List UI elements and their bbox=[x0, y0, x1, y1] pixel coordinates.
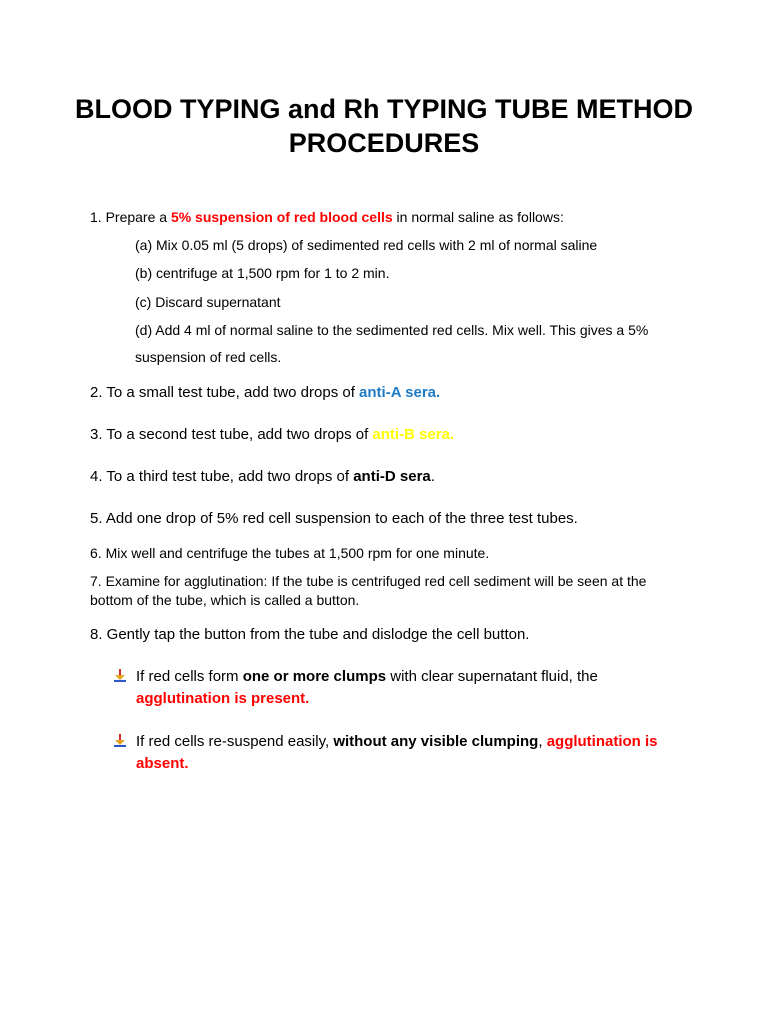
step-2 bbox=[90, 384, 440, 401]
title-line-2: PROCEDURES bbox=[288, 128, 480, 158]
step-1-highlight: 5% suspension of red blood cells bbox=[170, 209, 393, 225]
arrow-bullet-icon bbox=[113, 734, 127, 748]
bullet-1-bold: one or more clumps bbox=[242, 668, 387, 685]
step-4-text: 4. To a third test tube, add two drops of bbox=[90, 468, 354, 485]
step-3 bbox=[90, 426, 454, 443]
bullet-1-line-2: agglutination is present. bbox=[136, 690, 310, 707]
anti-d-sera: anti-D sera bbox=[353, 468, 431, 485]
substep-d-line-2: suspension of red cells. bbox=[135, 349, 282, 365]
substep-a: (a) Mix 0.05 ml (5 drops) of sedimented red cells with 2 ml of normal saline bbox=[135, 237, 598, 253]
step-1-text-end: in normal saline as follows: bbox=[392, 209, 564, 225]
step-8: 8. Gently tap the button from the tube and dislodge the cell button. bbox=[90, 626, 530, 643]
bullet-2-line-2: absent. bbox=[136, 755, 189, 772]
step-1 bbox=[90, 209, 564, 225]
step-2-text: 2. To a small test tube, add two drops of bbox=[90, 384, 360, 401]
bullet-2-red: agglutination is bbox=[546, 733, 658, 750]
bullet-2-bold: without any visible clumping bbox=[333, 733, 539, 750]
title-line-1: BLOOD TYPING and Rh TYPING TUBE METHOD bbox=[74, 94, 693, 124]
step-6: 6. Mix well and centrifuge the tubes at 1,500 rpm for one minute. bbox=[90, 545, 490, 561]
bullet-1-line-1 bbox=[136, 668, 598, 685]
step-5: 5. Add one drop of 5% red cell suspension to each of the three test tubes. bbox=[90, 510, 578, 527]
substep-b: (b) centrifuge at 1,500 rpm for 1 to 2 min. bbox=[135, 265, 390, 281]
step-1-text: 1. Prepare a bbox=[90, 209, 171, 225]
step-7-line-2: bottom of the tube, which is called a button. bbox=[90, 592, 360, 608]
arrow-bullet-icon bbox=[113, 669, 127, 683]
anti-b-sera: anti-B sera. bbox=[372, 426, 455, 443]
step-7-line-1: 7. Examine for agglutination: If the tube is centrifuged red cell sediment will be seen at the bbox=[90, 573, 647, 589]
bullet-2-comma: , bbox=[538, 733, 547, 750]
bullet-2-text: If red cells re-suspend easily, bbox=[136, 733, 334, 750]
anti-a-sera: anti-A sera. bbox=[359, 384, 441, 401]
substep-c: (c) Discard supernatant bbox=[135, 294, 281, 310]
page-title bbox=[40, 92, 728, 160]
step-3-text: 3. To a second test tube, add two drops of bbox=[90, 426, 373, 443]
step-4-period: . bbox=[430, 468, 435, 485]
substep-d-line-1: (d) Add 4 ml of normal saline to the sedimented red cells. Mix well. This gives a 5% bbox=[135, 322, 649, 338]
step-4 bbox=[90, 468, 435, 485]
bullet-1-text-end: with clear supernatant fluid, the bbox=[386, 668, 598, 685]
bullet-1-text: If red cells form bbox=[136, 668, 243, 685]
bullet-2-line-1 bbox=[136, 733, 658, 750]
